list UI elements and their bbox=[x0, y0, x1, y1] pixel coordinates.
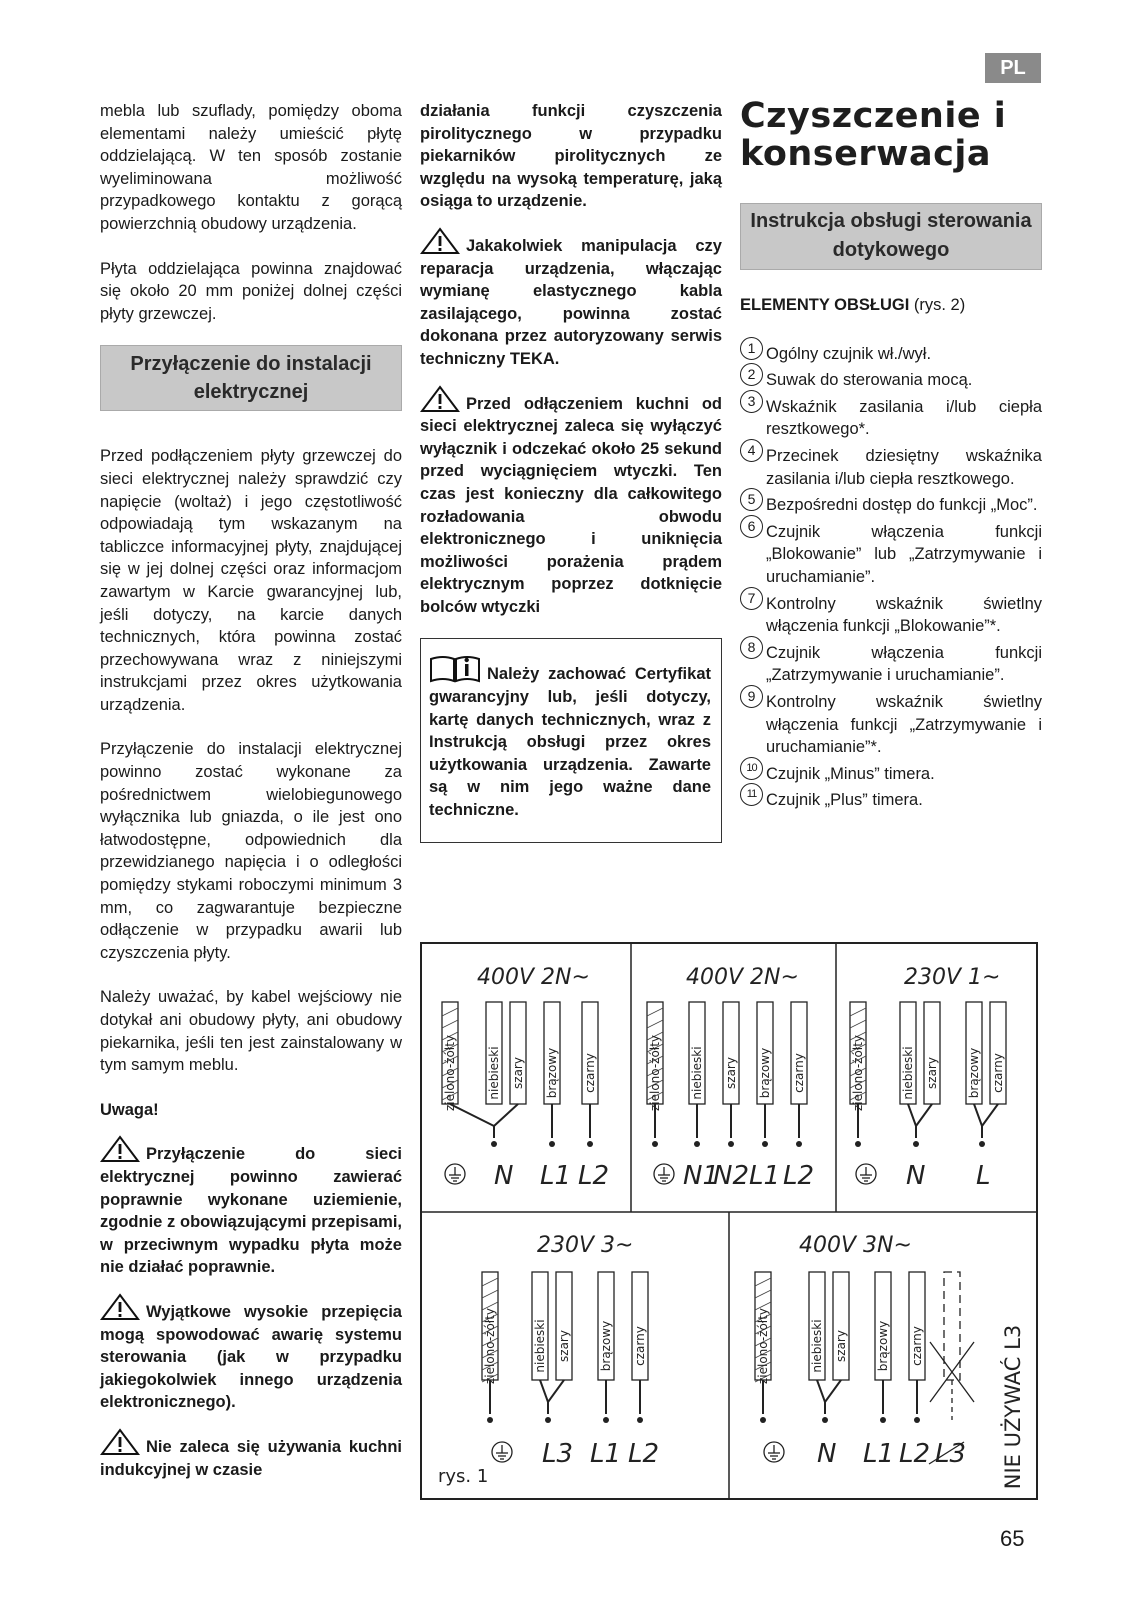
warning-icon bbox=[420, 385, 460, 413]
wire-lead bbox=[982, 1104, 998, 1126]
list-item bbox=[740, 366, 1042, 392]
wire-lead bbox=[916, 1104, 932, 1126]
paragraph: działania funkcji czyszczenia pirolitycznego w przypadku piekarników pirolitycznych ze względu na wysoką temperaturę, jaką osiąga to urządzenie. bbox=[420, 102, 722, 211]
terminal-label: L2 bbox=[899, 1439, 931, 1469]
wire-label: szary bbox=[724, 1057, 738, 1089]
wire-label: szary bbox=[925, 1057, 939, 1089]
list-item bbox=[740, 441, 1042, 490]
warning-paragraph bbox=[100, 1293, 402, 1414]
wire-label: czarny bbox=[792, 1053, 806, 1093]
wire-label: czarny bbox=[633, 1326, 647, 1366]
elements-heading bbox=[740, 294, 1042, 317]
warning-text: Przyłączenie do sieci elektrycznej powinno zawierać poprawnie wykonane uziemienie, zgodnie z obowiązującymi przepisami, w przeciwnym wypadku płyta może nie działać poprawnie. bbox=[100, 1145, 402, 1277]
list-item bbox=[740, 687, 1042, 759]
warning-icon bbox=[420, 227, 460, 255]
page-number: 65 bbox=[1000, 1526, 1025, 1551]
wire bbox=[556, 1272, 572, 1380]
terminal-label: L2 bbox=[628, 1439, 660, 1469]
item-number: 6 bbox=[740, 515, 763, 538]
wire-label: szary bbox=[834, 1330, 848, 1362]
warning-icon bbox=[100, 1428, 140, 1456]
terminal-label: N2 bbox=[713, 1161, 749, 1191]
terminal-label: N bbox=[817, 1439, 837, 1469]
terminal-label: L bbox=[976, 1161, 991, 1191]
item-number: 1 bbox=[740, 337, 763, 360]
warning-paragraph bbox=[420, 227, 722, 371]
wire-label: brązowy bbox=[599, 1320, 613, 1372]
terminal-label: N bbox=[494, 1161, 514, 1191]
item-text: Czujnik „Plus” timera. bbox=[766, 791, 923, 810]
wire-label: czarny bbox=[583, 1053, 597, 1093]
warning-text: Jakakolwiek manipulacja czy reparacja urządzenia, włączając wymianę elastycznego kabla zasilającego, powinna zostać dokonana przez autoryzowany serwis techniczny TEKA. bbox=[420, 236, 722, 368]
wire-lead bbox=[450, 1104, 494, 1126]
list-item bbox=[740, 339, 1042, 366]
terminal-label: L1 bbox=[863, 1439, 895, 1469]
item-text: Bezpośredni dostęp do funkcji „Moc”. bbox=[766, 496, 1038, 515]
list-item bbox=[740, 491, 1042, 517]
warning-icon bbox=[100, 1293, 140, 1321]
wire-label: niebieski bbox=[533, 1319, 547, 1373]
warning-paragraph bbox=[100, 1428, 402, 1481]
item-text: Suwak do sterowania mocą. bbox=[766, 371, 973, 390]
paragraph: Płyta oddzielająca powinna znajdować się około 20 mm poniżej dolnej części płyty grzewczej. bbox=[100, 259, 402, 323]
list-item bbox=[740, 589, 1042, 638]
item-number: 4 bbox=[740, 439, 763, 462]
item-text: Czujnik „Minus” timera. bbox=[766, 764, 935, 783]
wire-label: czarny bbox=[910, 1326, 924, 1366]
section-heading: Przyłączenie do instalacji elektrycznej bbox=[100, 345, 402, 411]
terminal-label: L2 bbox=[578, 1161, 610, 1191]
list-item bbox=[740, 517, 1042, 589]
voltage-label: 230V 3~ bbox=[537, 1233, 634, 1258]
elements-label: ELEMENTY OBSŁUGI bbox=[740, 296, 910, 314]
wire-label: niebieski bbox=[690, 1046, 704, 1100]
wire-label: brązowy bbox=[967, 1047, 981, 1099]
wire-lead bbox=[974, 1104, 982, 1126]
terminal-label: L3 bbox=[542, 1439, 574, 1469]
list-item bbox=[740, 638, 1042, 687]
item-text: Wskaźnik zasilania i/lub ciepła resztkowego*. bbox=[766, 397, 1042, 439]
item-text: Kontrolny wskaźnik świetlny włączenia funkcji „Zatrzymywanie i uruchamianie”*. bbox=[766, 692, 1042, 757]
list-item bbox=[740, 763, 1042, 786]
controls-list bbox=[740, 339, 1042, 812]
wire-label: szary bbox=[557, 1330, 571, 1362]
paragraph: mebla lub szuflady, pomiędzy oboma elementami należy umieścić płytę oddzielającą. W ten sposób zostanie wyeliminowana możliwość przypadkowego kontaktu z gorącą powierzchnią obudowy urządzenia. bbox=[100, 102, 402, 233]
wiring-diagram-svg bbox=[422, 944, 1036, 1498]
info-box bbox=[420, 638, 722, 842]
unused-note: NIE UŻYWAĆ L3 bbox=[1001, 1324, 1025, 1490]
warning-text: Nie zaleca się używania kuchni indukcyjnej w czasie bbox=[100, 1437, 402, 1479]
item-text: Czujnik włączenia funkcji „Blokowanie” lub „Zatrzymywanie i uruchamianie”. bbox=[766, 522, 1042, 586]
warning-text: Przed odłączeniem kuchni od sieci elektrycznej zaleca się wyłączyć wyłącznik i odczekać około 25 sekund przed wyciągnięciem wtyczki. Ten czas jest konieczny dla całkowitego rozładowania obwodu elektronicznego i uniknięcia możliwości porażenia prądem elektrycznym poprzez dotknięcie bolców wtyczki bbox=[420, 394, 722, 616]
warning-paragraph bbox=[420, 385, 722, 619]
wire-label: brązowy bbox=[545, 1047, 559, 1099]
item-number: 9 bbox=[740, 685, 763, 708]
wire-lead bbox=[540, 1380, 548, 1402]
list-item bbox=[740, 392, 1042, 441]
item-number: 7 bbox=[740, 587, 763, 610]
item-number: 8 bbox=[740, 636, 763, 659]
book-info-icon bbox=[429, 653, 481, 683]
wire-label: zielono-żółty bbox=[648, 1034, 662, 1112]
item-number: 3 bbox=[740, 390, 763, 413]
terminal-label: N bbox=[906, 1161, 926, 1191]
note-label: Uwaga! bbox=[100, 1100, 159, 1119]
wire-label: zielono-żółty bbox=[756, 1307, 770, 1385]
wire-lead bbox=[494, 1104, 518, 1126]
wire-label: czarny bbox=[991, 1053, 1005, 1093]
item-text: Ogólny czujnik wł./wył. bbox=[766, 344, 932, 363]
item-number: 10 bbox=[740, 757, 763, 780]
wire-lead bbox=[825, 1380, 841, 1402]
column-middle bbox=[420, 100, 722, 843]
item-number: 2 bbox=[740, 363, 763, 386]
wire bbox=[833, 1272, 849, 1380]
voltage-label: 400V 2N~ bbox=[686, 965, 799, 990]
item-number: 11 bbox=[740, 783, 763, 806]
terminal-label: L1 bbox=[540, 1161, 572, 1191]
terminal-label: L1 bbox=[749, 1161, 781, 1191]
paragraph: Należy uważać, by kabel wejściowy nie dotykał ani obudowy płyty, ani obudowy piekarnika, jeśli ten jest zainstalowany w tym samym meblu. bbox=[100, 988, 402, 1075]
terminal-label: N1 bbox=[683, 1161, 719, 1191]
paragraph: Przyłączenie do instalacji elektrycznej powinno zostać wykonane za pośrednictwem wielobiegunowego wyłącznika lub gniazda, o ile jest ono łatwodostępne, odpowiednich dla przewidzianego napięcia i o odległości pomiędzy stykami roboczymi minimum 3 mm, co zagwarantuje bezpieczne odłączenie w przypadku awarii lub czyszczenia płyty. bbox=[100, 740, 402, 962]
warning-paragraph bbox=[100, 1135, 402, 1279]
terminal-label: L2 bbox=[783, 1161, 815, 1191]
wire-label: zielono-żółty bbox=[851, 1034, 865, 1112]
figure-caption: rys. 1 bbox=[438, 1466, 489, 1487]
list-item bbox=[740, 789, 1042, 812]
wire-label: niebieski bbox=[810, 1319, 824, 1373]
voltage-label: 400V 2N~ bbox=[477, 965, 590, 990]
wire-label: brązowy bbox=[876, 1320, 890, 1372]
wire-lead bbox=[908, 1104, 916, 1126]
elements-ref: (rys. 2) bbox=[909, 296, 966, 314]
voltage-label: 400V 3N~ bbox=[799, 1233, 912, 1258]
paragraph: Przed podłączeniem płyty grzewczej do sieci elektrycznej należy sprawdzić czy napięcie (woltaż) i jego częstotliwość odpowiadają tym wskazanym na tabliczce informacyjnej płyty, znajdującej się w jej dolnej części oraz informacjom zawartym w Karcie gwarancyjnej lub, jeśli dotyczy, na karcie danych technicznych, która powinna zostać przechowywana wraz z niniejszymi instrukcjami przez okres użytkowania urządzenia. bbox=[100, 447, 402, 714]
wire-label: niebieski bbox=[487, 1046, 501, 1100]
info-text: Należy zachować Certyfikat gwarancyjny lub, jeśli dotyczy, kartę danych technicznych, wraz z Instrukcją obsługi przez okres użytkowania urządzenia. Zawarte są w nim jego ważne dane techniczne. bbox=[429, 665, 711, 820]
wire-label: niebieski bbox=[901, 1046, 915, 1100]
page-title: Czyszczenie i konserwacja bbox=[740, 96, 1007, 174]
section-heading: Instrukcja obsługi sterowania dotykowego bbox=[740, 203, 1042, 270]
terminal-label: L1 bbox=[590, 1439, 622, 1469]
wire-lead bbox=[817, 1380, 825, 1402]
item-text: Kontrolny wskaźnik świetlny włączenia funkcji „Blokowanie”*. bbox=[766, 594, 1042, 636]
column-left bbox=[100, 100, 402, 1481]
wire-label: brązowy bbox=[758, 1047, 772, 1099]
voltage-label: 230V 1~ bbox=[904, 965, 1001, 990]
wire-label: szary bbox=[511, 1057, 525, 1089]
wire-lead bbox=[548, 1380, 564, 1402]
warning-icon bbox=[100, 1135, 140, 1163]
terminal-label: L3 bbox=[935, 1439, 967, 1469]
wiring-diagram bbox=[420, 942, 1038, 1500]
item-number: 5 bbox=[740, 488, 763, 511]
language-badge: PL bbox=[985, 53, 1041, 83]
item-text: Czujnik włączenia funkcji „Zatrzymywanie i uruchamianie”. bbox=[766, 643, 1042, 685]
wire-label: zielono-żółty bbox=[443, 1034, 457, 1112]
column-right bbox=[740, 97, 1042, 816]
wire-label: zielono-żółty bbox=[483, 1307, 497, 1385]
warning-text: Wyjątkowe wysokie przepięcia mogą spowodować awarię systemu sterowania (jak w przypadku jakiegokolwiek innego urządzenia elektronicznego). bbox=[100, 1302, 402, 1412]
item-text: Przecinek dziesiętny wskaźnika zasilania i/lub ciepła resztkowego. bbox=[766, 446, 1042, 488]
